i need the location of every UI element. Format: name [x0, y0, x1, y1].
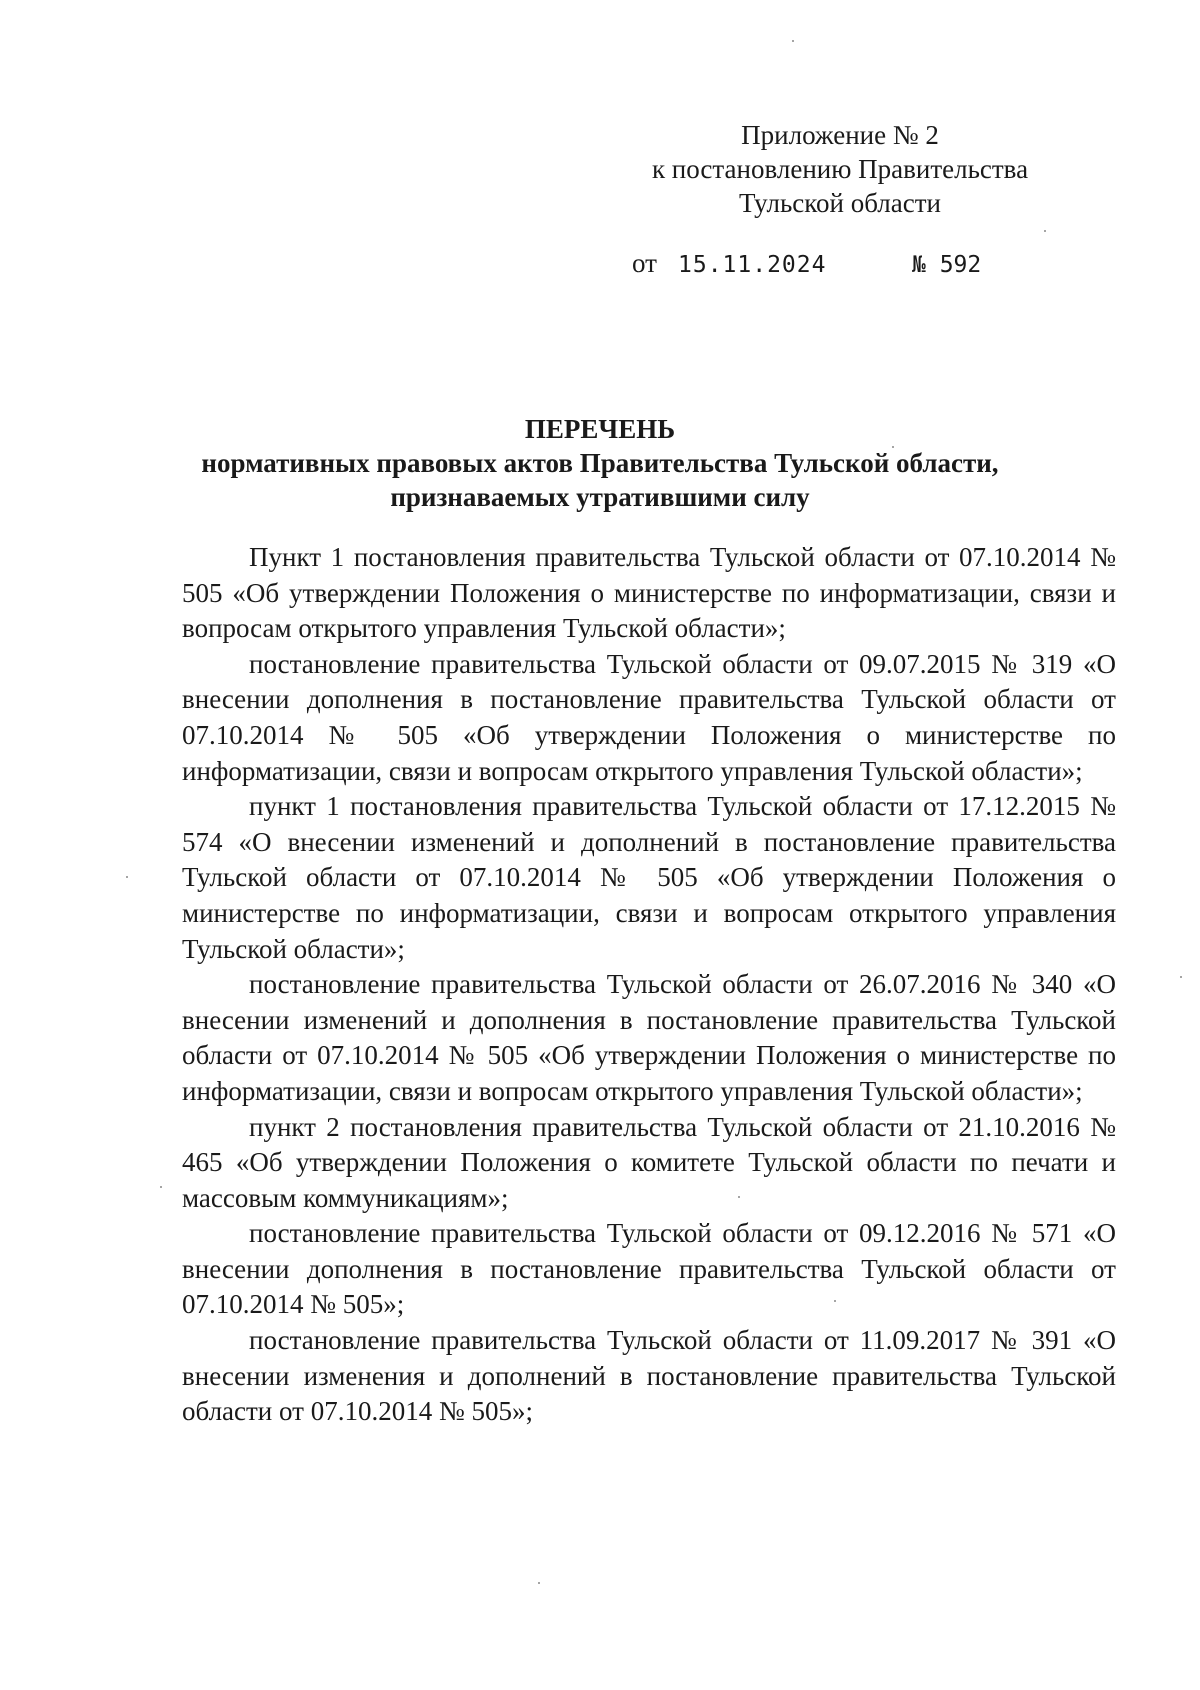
scan-speck: [126, 876, 128, 878]
list-item: постановление правительства Тульской области от 11.09.2017 № 391 «О внесении изменения и дополнений в постановление правительства Тульской области от 07.10.2014 № 505»;: [182, 1325, 1116, 1427]
title-subline-1: нормативных правовых актов Правительства Тульской области,: [201, 448, 999, 478]
scan-speck: [1180, 976, 1182, 978]
attachment-region: Тульской области: [739, 188, 941, 218]
list-item: Пункт 1 постановления правительства Тульской области от 07.10.2014 № 505 «Об утверждении Положения о министерстве по информатизации, связи и вопросам открытого управления Тульской области»;: [182, 542, 1116, 644]
document-number: № 592: [912, 252, 982, 278]
attachment-header: [620, 118, 1060, 220]
scan-speck: [792, 40, 794, 42]
list-item: пункт 2 постановления правительства Тульской области от 21.10.2016 № 465 «Об утверждении Положения о комитете Тульской области по печати и массовым коммуникациям»;: [182, 1111, 1116, 1213]
list-item: постановление правительства Тульской области от 26.07.2016 № 340 «О внесении изменений и дополнения в постановление правительства Тульской области от 07.10.2014 № 505 «Об утверждении Положения о министерстве по информатизации, связи и вопросам открытого управления Тульской области»;: [182, 969, 1116, 1106]
scan-speck: [892, 446, 894, 448]
scan-speck: [1044, 230, 1046, 232]
document-title: [150, 412, 1050, 514]
document-date-line: [0, 248, 1200, 282]
scan-speck: [160, 1186, 162, 1188]
list-item: постановление правительства Тульской области от 09.12.2016 № 571 «О внесении дополнения в постановление правительства Тульской области от 07.10.2014 № 505»;: [182, 1218, 1116, 1320]
title-subline-2: признаваемых утратившими силу: [390, 482, 810, 512]
attachment-reference: к постановлению Правительства: [651, 154, 1029, 184]
date-prefix: от: [632, 248, 657, 278]
scan-speck: [738, 1196, 740, 1198]
scan-speck: [538, 1582, 540, 1584]
scan-speck: [834, 1300, 836, 1302]
attachment-number: Приложение № 2: [741, 120, 939, 150]
list-item: пункт 1 постановления правительства Тульской области от 17.12.2015 № 574 «О внесении изменений и дополнений в постановление правительства Тульской области от 07.10.2014 № 505 «Об утверждении Положения о министерстве по информатизации, связи и вопросам открытого управления Тульской области»;: [182, 791, 1116, 964]
document-body: [182, 540, 1116, 1430]
list-item: постановление правительства Тульской области от 09.07.2015 № 319 «О внесении дополнения в постановление правительства Тульской области от 07.10.2014 № 505 «Об утверждении Положения о министерстве по информатизации, связи и вопросам открытого управления Тульской области»;: [182, 648, 1116, 786]
title-heading: ПЕРЕЧЕНЬ: [524, 414, 676, 444]
document-date: 15.11.2024: [678, 252, 827, 278]
